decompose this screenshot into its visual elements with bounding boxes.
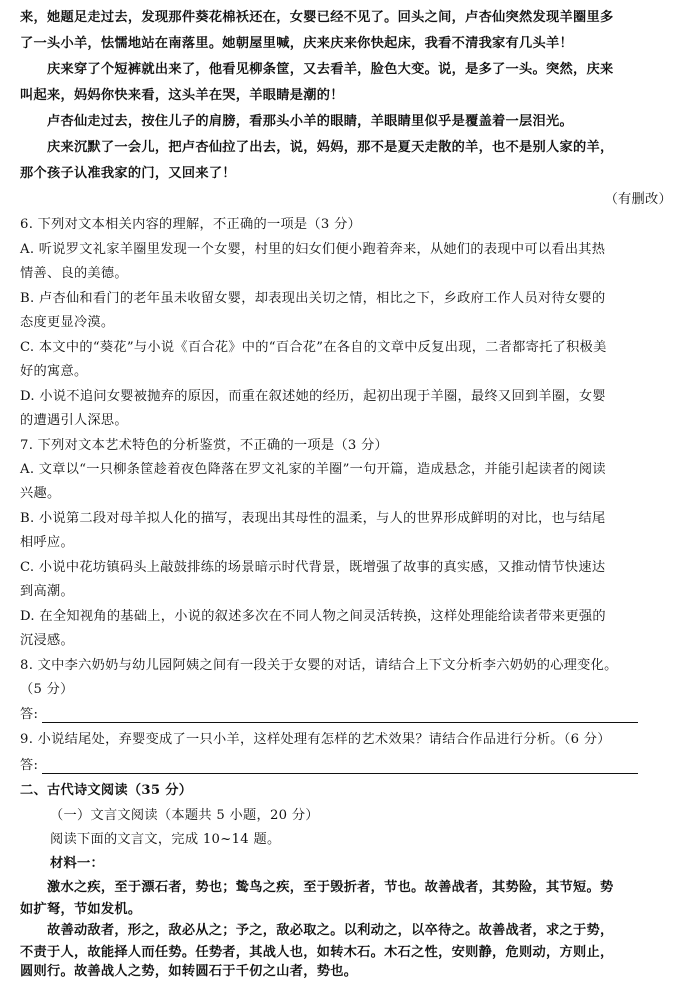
classical-text-line: 激水之疾，至于漂石者，势也；鸷鸟之疾，至于毁折者，节也。故善战者，其势险，其节短。势: [20, 880, 614, 895]
option-6b: B. 卢杏仙和看门的老年虽未收留女婴，却表现出关切之情，相比之下，乡政府工作人员对待女婴的: [20, 291, 606, 306]
question-6-stem: 6. 下列对文本相关内容的理解，不正确的一项是（3 分）: [20, 217, 362, 232]
option-7b-cont: 相呼应。: [20, 535, 74, 550]
option-6c-cont: 好的寓意。: [20, 364, 88, 379]
material-label: 材料一：: [50, 856, 104, 871]
section-2-title: 二、古代诗文阅读（35 分）: [20, 783, 193, 798]
option-7a-cont: 兴趣。: [20, 486, 61, 501]
classical-text-line: 故善动敌者，形之，敌必从之；予之，敌必取之。以利动之，以卒待之。故善战者，求之于势，: [20, 923, 614, 938]
story-line: 那个孩子认准我家的门，又回来了！: [20, 166, 236, 181]
question-8-stem: 8. 文中李六奶奶与幼儿园阿姨之间有一段关于女婴的对话，请结合上下文分析李六奶奶的心理变化。: [20, 658, 618, 673]
classical-text-line: 如扩弩，节如发机。: [20, 902, 142, 917]
option-7d: D. 在全知视角的基础上，小说的叙述多次在不同人物之间灵活转换，这样处理能给读者带来更强的: [20, 609, 606, 624]
story-line: 庆来穿了个短裤就出来了，他看见柳条筐，又去看羊，脸色大变。说，是多了一头。突然，庆来: [20, 62, 614, 77]
story-line: 庆来沉默了一会儿，把卢杏仙拉了出去，说，妈妈，那不是夏天走散的羊，也不是别人家的羊，: [20, 140, 614, 155]
option-6a-cont: 情善、良的美德。: [20, 266, 128, 281]
option-6a: A. 听说罗文礼家羊圈里发现一个女婴，村里的妇女们便小跑着奔来，从她们的表现中可以看出其热: [20, 242, 606, 257]
answer-line-8[interactable]: [42, 722, 638, 723]
option-6d-cont: 的遭遇引人深思。: [20, 413, 128, 428]
story-line: 了一头小羊，怯懦地站在南落里。她朝屋里喊，庆来庆来你快起床，我看不清我家有几头羊！: [20, 36, 573, 51]
option-7d-cont: 沉浸感。: [20, 633, 74, 648]
source-note: （有删改）: [604, 192, 672, 207]
question-7-stem: 7. 下列对文本艺术特色的分析鉴赏，不正确的一项是（3 分）: [20, 438, 389, 453]
subsection-title: （一）文言文阅读（本题共 5 小题，20 分）: [50, 808, 319, 823]
classical-text-line: 圆则行。故善战人之势，如转圆石于千仞之山者，势也。: [20, 964, 358, 979]
answer-label-8: 答:: [20, 707, 39, 722]
story-line: 叫起来，妈妈你快来看，这头羊在哭，羊眼睛是潮的！: [20, 88, 344, 103]
option-7b: B. 小说第二段对母羊拟人化的描写，表现出其母性的温柔，与人的世界形成鲜明的对比，也与结尾: [20, 511, 606, 526]
option-7c-cont: 到高潮。: [20, 584, 74, 599]
question-8-points: （5 分）: [20, 682, 74, 697]
option-6d: D. 小说不追问女婴被抛弃的原因，而重在叙述她的经历，起初出现于羊圈，最终又回到羊圈，女婴: [20, 389, 606, 404]
classical-text-line: 不责于人，故能择人而任势。任势者，其战人也，如转木石。木石之性，安则静，危则动，方则止，: [20, 945, 614, 960]
option-6c: C. 本文中的“葵花”与小说《百合花》中的“百合花”在各自的文章中反复出现，二者都寄托了积极美: [20, 340, 607, 355]
option-6b-cont: 态度更显冷漠。: [20, 315, 115, 330]
option-7c: C. 小说中花坊镇码头上敲鼓排练的场景暗示时代背景，既增强了故事的真实感，又推动情节快速达: [20, 560, 606, 575]
story-line: 来，她题足走过去，发现那件葵花棉袄还在，女婴已经不见了。回头之间，卢杏仙突然发现羊圈里多: [20, 10, 614, 25]
story-line: 卢杏仙走过去，按住儿子的肩膀，看那头小羊的眼睛，羊眼睛里似乎是覆盖着一层泪光。: [20, 114, 573, 129]
option-7a: A. 文章以“一只柳条筐趁着夜色降落在罗文礼家的羊圈”一句开篇，造成悬念，并能引起读者的阅读: [20, 462, 606, 477]
question-9-stem: 9. 小说结尾处，弃婴变成了一只小羊，这样处理有怎样的艺术效果？请结合作品进行分析。（6 分）: [20, 732, 611, 747]
answer-line-9[interactable]: [42, 773, 638, 774]
answer-label-9: 答:: [20, 758, 39, 773]
reading-instruction: 阅读下面的文言文，完成 10~14 题。: [50, 832, 281, 847]
